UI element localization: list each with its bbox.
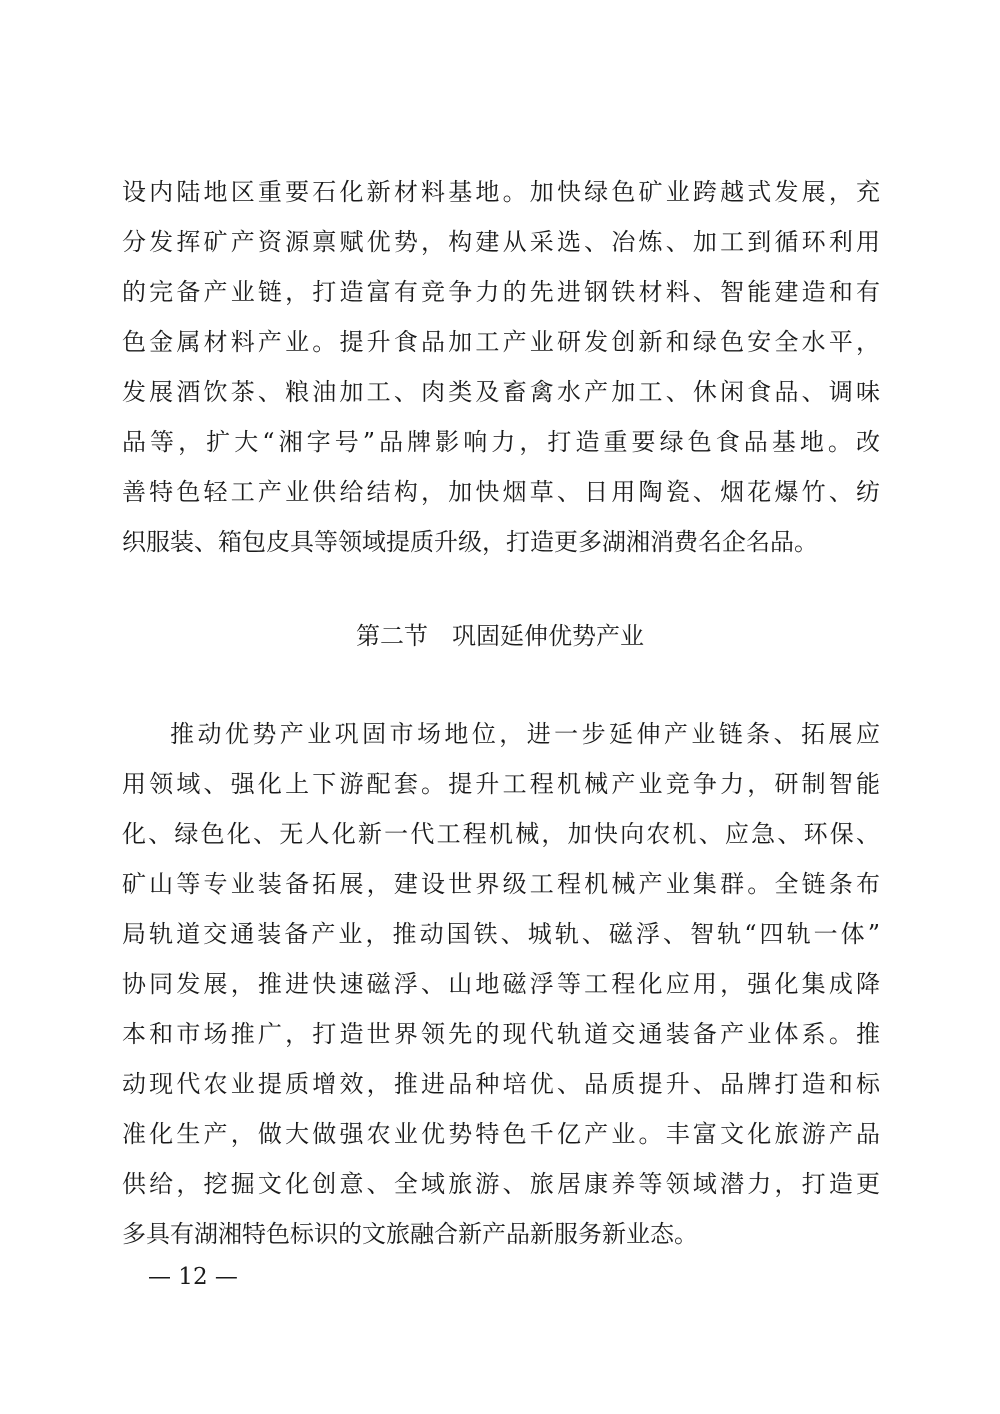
paragraph-line: 设内陆地区重要石化新材料基地。加快绿色矿业跨越式发展，充	[122, 178, 880, 206]
paragraph-line: 发展酒饮茶、粮油加工、肉类及畜禽水产加工、休闲食品、调味	[122, 378, 880, 406]
paragraph-line: 用领域、强化上下游配套。提升工程机械产业竞争力，研制智能	[122, 770, 880, 798]
page-number: — 12 —	[148, 1264, 238, 1290]
paragraph-line: 多具有湖湘特色标识的文旅融合新产品新服务新业态。	[122, 1220, 698, 1248]
paragraph-line: 局轨道交通装备产业，推动国铁、城轨、磁浮、智轨“四轨一体”	[122, 920, 880, 948]
paragraph-line: 动现代农业提质增效，推进品种培优、品质提升、品牌打造和标	[122, 1070, 880, 1098]
paragraph-line: 矿山等专业装备拓展，建设世界级工程机械产业集群。全链条布	[122, 870, 880, 898]
paragraph-line: 的完备产业链，打造富有竞争力的先进钢铁材料、智能建造和有	[122, 278, 880, 306]
paragraph-line: 化、绿色化、无人化新一代工程机械，加快向农机、应急、环保、	[122, 820, 880, 848]
paragraph-line: 本和市场推广，打造世界领先的现代轨道交通装备产业体系。推	[122, 1020, 880, 1048]
paragraph-line: 推动优势产业巩固市场地位，进一步延伸产业链条、拓展应	[170, 720, 880, 748]
paragraph-line: 供给，挖掘文化创意、全域旅游、旅居康养等领域潜力，打造更	[122, 1170, 880, 1198]
paragraph-line: 分发挥矿产资源禀赋优势，构建从采选、冶炼、加工到循环利用	[122, 228, 880, 256]
paragraph-line: 品等，扩大“湘字号”品牌影响力，打造重要绿色食品基地。改	[122, 428, 880, 456]
paragraph-line: 色金属材料产业。提升食品加工产业研发创新和绿色安全水平，	[122, 328, 880, 356]
section-heading: 第二节 巩固延伸优势产业	[356, 622, 644, 650]
paragraph-line: 协同发展，推进快速磁浮、山地磁浮等工程化应用，强化集成降	[122, 970, 880, 998]
paragraph-line: 织服装、箱包皮具等领域提质升级，打造更多湖湘消费名企名品。	[122, 528, 818, 556]
paragraph-line: 准化生产，做大做强农业优势特色千亿产业。丰富文化旅游产品	[122, 1120, 880, 1148]
paragraph-line: 善特色轻工产业供给结构，加快烟草、日用陶瓷、烟花爆竹、纺	[122, 478, 880, 506]
